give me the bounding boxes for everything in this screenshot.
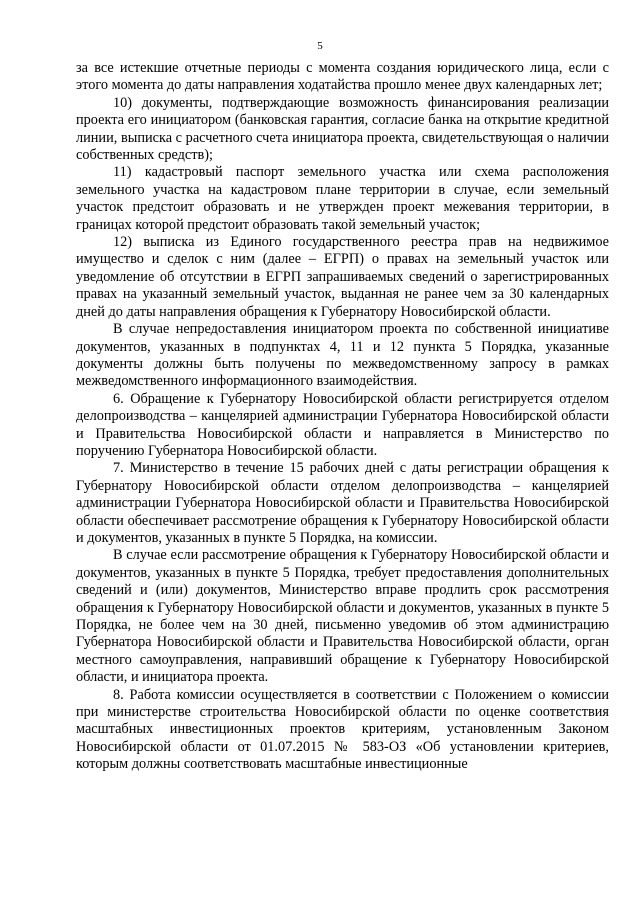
paragraph-item-12: 12) выписка из Единого государственного реестра прав на недвижимое имущество и сделок с ним (далее – ЕГРП) о правах на земельный участок или уведомление об отсутствии в ЕГРП запрашиваемых сведений о зарегистрированных правах на указанный земельный участок, выданная не ранее чем за 30 календарных дней до даты направления обращения к Губернатору Новосибирской области.	[76, 234, 609, 320]
paragraph-nonsubmission: В случае непредоставления инициатором проекта по собственной инициативе документов, указанных в подпунктах 4, 11 и 12 пункта 5 Порядка, указанные документы должны быть получены по межведомственному запросу в рамках межведомственного информационного взаимодействия.	[76, 321, 609, 390]
document-body	[76, 60, 609, 774]
paragraph-continuation: за все истекшие отчетные периоды с момента создания юридического лица, если с этого момента до даты направления ходатайства прошло менее двух календарных лет;	[76, 60, 609, 94]
paragraph-clause-8: 8. Работа комиссии осуществляется в соответствии с Положением о комиссии при министерстве строительства Новосибирской области по оценке соответствия масштабных инвестиционных проектов критериям, установленным Законом Новосибирской области от 01.07.2015 № 583-ОЗ «Об установлении критериев, которым должны соответствовать масштабные инвестиционные	[76, 686, 609, 773]
paragraph-clause-7: 7. Министерство в течение 15 рабочих дней с даты регистрации обращения к Губернатору Новосибирской области отделом делопроизводства – канцелярией администрации Губернатора Новосибирской области и Правительства Новосибирской области обеспечивает рассмотрение обращения к Губернатору Новосибирской области и документов, указанных в пункте 5 Порядка, на комиссии.	[76, 460, 609, 546]
paragraph-item-11: 11) кадастровый паспорт земельного участка или схема расположения земельного участка на кадастровом плане территории в случае, если земельный участок предстоит образовать и не утвержден проект межевания территории, в границах которой предстоит образовать такой земельный участок;	[76, 164, 609, 233]
paragraph-item-10: 10) документы, подтверждающие возможность финансирования реализации проекта его инициатором (банковская гарантия, согласие банка на открытие кредитной линии, выписка с расчетного счета инициатора проекта, свидетельствующая о наличии собственных средств);	[76, 94, 609, 164]
page-number: 5	[317, 40, 323, 52]
paragraph-clause-6: 6. Обращение к Губернатору Новосибирской области регистрируется отделом делопроизводства – канцелярией администрации Губернатора Новосибирской области и Правительства Новосибирской области и направляется в Министерство по поручению Губернатора Новосибирской области.	[76, 390, 609, 459]
paragraph-extension: В случае если рассмотрение обращения к Губернатору Новосибирской области и документов, указанных в пункте 5 Порядка, требует предоставления дополнительных сведений и (или) документов, Министерство вправе продлить срок рассмотрения обращения к Губернатору Новосибирской области и документов, указанных в пункте 5 Порядка, не более чем на 30 дней, письменно уведомив об этом администрацию Губернатора Новосибирской области и Правительства Новосибирской области, орган местного самоуправления, направивший обращение к Губернатору Новосибирской области, и инициатора проекта.	[76, 547, 609, 686]
